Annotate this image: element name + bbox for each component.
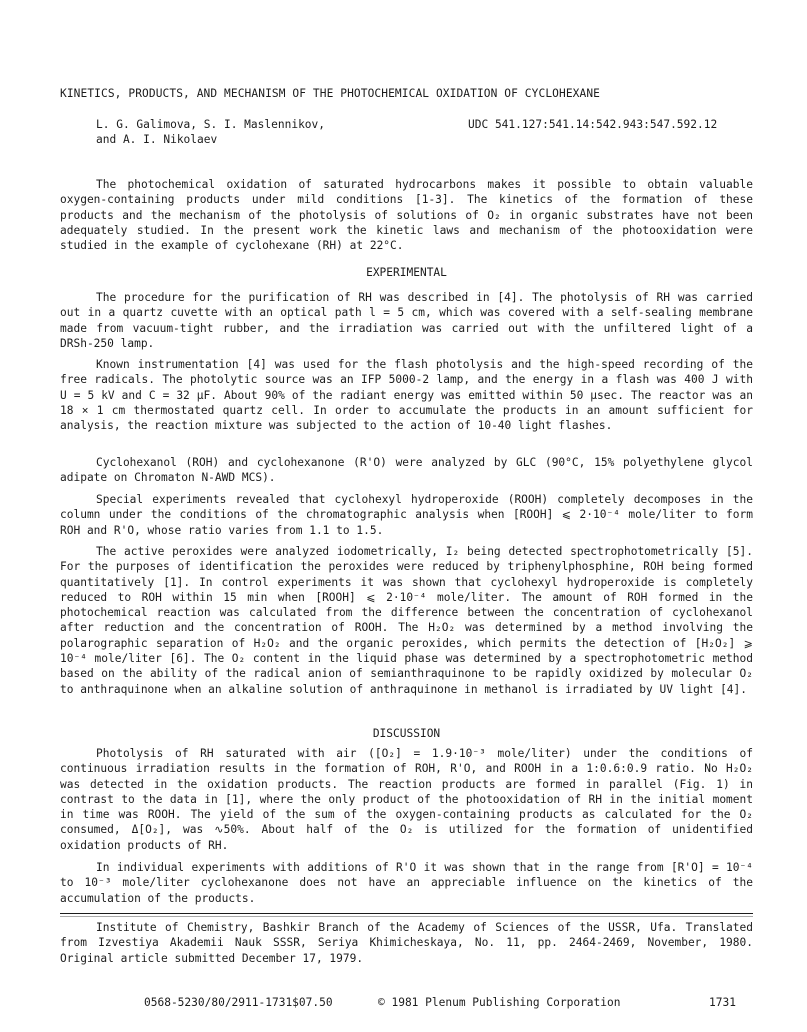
page-number: 1731 — [709, 996, 736, 1009]
footnote-divider-shadow — [60, 916, 753, 917]
body-paragraph: The procedure for the purification of RH was described in [4]. The photolysis of RH was carried out in a quartz cuvette with an optical path l = 5 cm, which was covered with a self-sealing membrane made from vacuum-tight rubber, and the irradiation was carried out with the unfiltered light of a DRSh-250 lamp. — [60, 291, 753, 350]
udc-code: UDC 541.127:541.14:542.943:547.592.12 — [468, 118, 718, 131]
author-line: L. G. Galimova, S. I. Maslennikov, — [96, 118, 326, 131]
section-heading-discussion: DISCUSSION — [372, 727, 441, 740]
body-paragraph: Known instrumentation [4] was used for the flash photolysis and the high-speed recording of the free radicals. The photolytic source was an IFP 5000-2 lamp, and the energy in a flash was 400 J with U = 5 kV and C = 32 μF. About 90% of the radiant energy was emitted within 50 μsec. The reactor was an 18 × 1 cm thermostated quartz cell. In order to accumulate the products in an amount sufficient for analysis, the reaction mixture was subjected to the action of 10-40 light flashes. — [60, 358, 753, 433]
author-line: and A. I. Nikolaev — [96, 133, 218, 147]
body-paragraph: In individual experiments with additions of R'O it was shown that in the range from [R'O] = 10⁻⁴ to 10⁻³ mole/liter cyclohexanone does not have an appreciable influence on the kinetics of the accumulation of the products. — [60, 861, 753, 905]
section-heading-experimental: EXPERIMENTAL — [366, 266, 447, 279]
article-code: 0568-5230/80/2911-1731$07.50 — [144, 996, 333, 1009]
paper-title: KINETICS, PRODUCTS, AND MECHANISM OF THE PHOTOCHEMICAL OXIDATION OF CYCLOHEXANE — [60, 87, 600, 100]
affiliation-footnote: Institute of Chemistry, Bashkir Branch of the Academy of Sciences of the USSR, Ufa. Translated from Izvestiya Akademii Nauk SSSR, Seriya Khimicheskaya, No. 11, pp. 2464-2469, November, 1980. Original article submitted December 17, 1979. — [60, 921, 753, 965]
author-list — [96, 117, 436, 148]
footnote-divider — [60, 913, 753, 914]
body-paragraph: The active peroxides were analyzed iodometrically, I₂ being detected spectrophotometrically [5]. For the purposes of identification the peroxides were reduced by triphenylphosphine, ROH being formed quantitatively [1]. In control experiments it was shown that cyclohexyl hydroperoxide is completely reduced to ROH within 15 min when [ROOH] ⩽ 2·10⁻⁴ mole/liter. The amount of ROH formed in the photochemical reaction was calculated from the difference between the concentration of cyclohexanol after reduction and the concentration of ROOH. The H₂O₂ was determined by a method involving the polarographic separation of H₂O₂ and the organic peroxides, which permits the detection of [H₂O₂] ⩾ 10⁻⁴ mole/liter [6]. The O₂ content in the liquid phase was determined by a spectrophotometric method based on the ability of the radical anion of semianthraquinone to be rapidly oxidized by molecular O₂ to anthraquinone when an alkaline solution of anthraquinone in methanol is irradiated by UV light [4]. — [60, 545, 753, 696]
body-paragraph: Cyclohexanol (ROH) and cyclohexanone (R'O) were analyzed by GLC (90°C, 15% polyethylene glycol adipate on Chromaton N-AWD MCS). — [60, 456, 753, 485]
intro-paragraph: The photochemical oxidation of saturated hydrocarbons makes it possible to obtain valuable oxygen-containing products under mild conditions [1-3]. The kinetics of the formation of these products and the mechanism of the photolysis of solutions of O₂ in organic substrates have not been adequately studied. In the present work the kinetic laws and mechanism of the photooxidation were studied in the example of cyclohexane (RH) at 22°C. — [60, 178, 753, 253]
copyright-notice: © 1981 Plenum Publishing Corporation — [378, 996, 621, 1009]
body-paragraph: Photolysis of RH saturated with air ([O₂] = 1.9·10⁻³ mole/liter) under the conditions of continuous irradiation results in the formation of ROH, R'O, and ROOH in a 1:0.6:0.9 ratio. No H₂O₂ was detected in the oxidation products. The reaction products are formed in parallel (Fig. 1) in contrast to the data in [1], where the only product of the photooxidation of RH in the initial moment in time was ROOH. The yield of the sum of the oxygen-containing products as calculated for the O₂ consumed, Δ[O₂], was ∿50%. About half of the O₂ is utilized for the formation of unidentified oxidation products of RH. — [60, 747, 753, 852]
body-paragraph: Special experiments revealed that cyclohexyl hydroperoxide (ROOH) completely decomposes in the column under the conditions of the chromatographic analysis when [ROOH] ⩽ 2·10⁻⁴ mole/liter to form ROH and R'O, whose ratio varies from 1.1 to 1.5. — [60, 493, 753, 537]
